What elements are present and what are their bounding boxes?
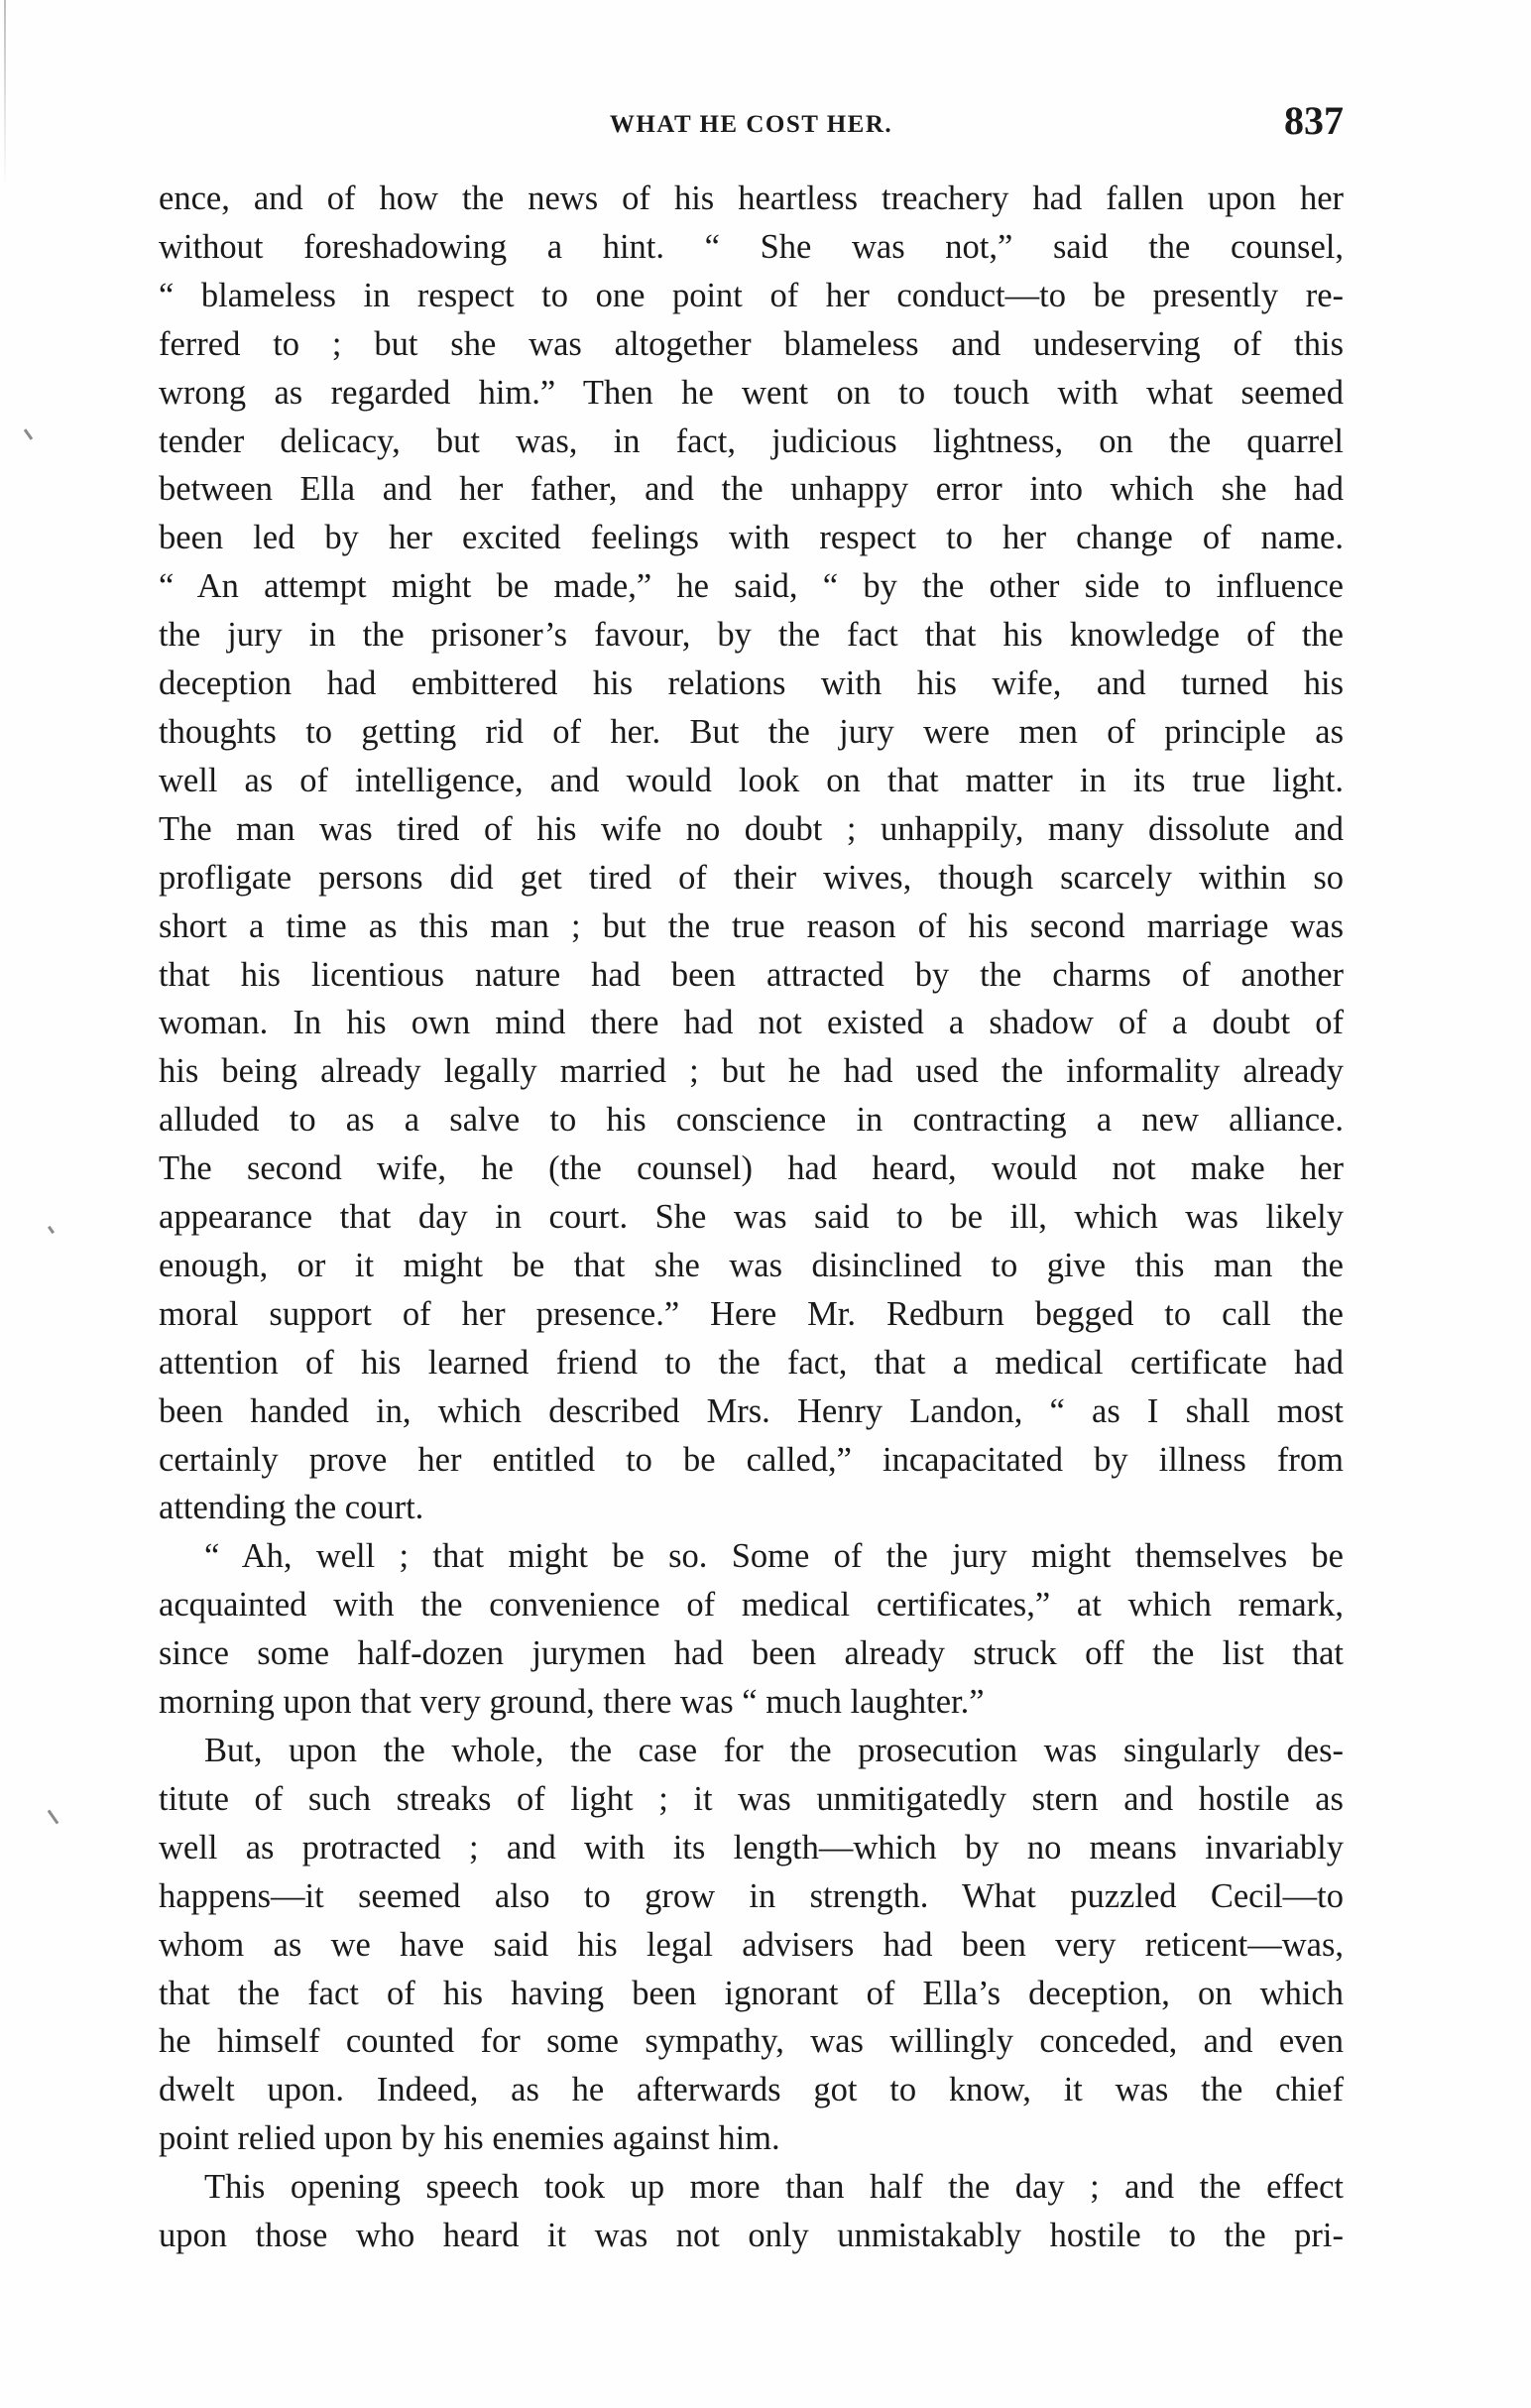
- text-line: well as protracted ; and with its length—which by no means invariably: [159, 1828, 1344, 1866]
- text-line: wrong as regarded him.” Then he went on to touch with what seemed: [159, 373, 1344, 412]
- text-line: he himself counted for some sympathy, was willingly conceded, and even: [159, 2022, 1344, 2061]
- text-line: dwelt upon. Indeed, as he afterwards got to know, it was the chief: [159, 2071, 1344, 2109]
- text-line: been led by her excited feelings with respect to her change of name.: [159, 519, 1344, 557]
- text-line: profligate persons did get tired of their wives, though scarcely within so: [159, 858, 1344, 897]
- text-line: happens—it seemed also to grow in strength. What puzzled Cecil—to: [159, 1876, 1344, 1915]
- text-line: been handed in, which described Mrs. Henry Landon, “ as I shall most: [159, 1391, 1344, 1430]
- text-line: attention of his learned friend to the fact, that a medical certificate had: [159, 1343, 1344, 1382]
- text-line: “ blameless in respect to one point of her conduct—to be presently re-: [159, 276, 1344, 314]
- text-line: thoughts to getting rid of her. But the jury were men of principle as: [159, 712, 1344, 751]
- paragraph-end-line: point relied upon by his enemies against him.: [159, 2119, 780, 2158]
- stray-ink-mark: [48, 1226, 55, 1234]
- text-line: whom as we have said his legal advisers had been very reticent—was,: [159, 1925, 1344, 1964]
- body-text: [159, 175, 1344, 2260]
- text-line: titute of such streaks of light ; it was unmitigatedly stern and hostile as: [159, 1779, 1344, 1818]
- text-line: tender delicacy, but was, in fact, judicious lightness, on the quarrel: [159, 421, 1344, 460]
- text-line: without foreshadowing a hint. “ She was not,” said the counsel,: [159, 227, 1344, 266]
- running-title: WHAT HE COST HER.: [609, 111, 893, 138]
- text-line: deception had embittered his relations with his wife, and turned his: [159, 664, 1344, 703]
- paragraph-end-line: attending the court.: [159, 1489, 424, 1527]
- text-line: ence, and of how the news of his heartless treachery had fallen upon her: [159, 180, 1344, 217]
- text-line: appearance that day in court. She was said to be ill, which was likely: [159, 1198, 1344, 1237]
- text-line: The second wife, he (the counsel) had heard, would not make her: [159, 1149, 1344, 1188]
- paragraph-start-line: This opening speech took up more than half the day ; and the effect: [204, 2168, 1344, 2207]
- text-line: short a time as this man ; but the true reason of his second marriage was: [159, 906, 1344, 945]
- text-line: well as of intelligence, and would look on that matter in its true light.: [159, 761, 1344, 799]
- paragraph-end-line: morning upon that very ground, there was “ much laughter.”: [159, 1683, 985, 1722]
- text-line: certainly prove her entitled to be called,” incapacitated by illness from: [159, 1440, 1344, 1479]
- paragraph-start-line: “ Ah, well ; that might be so. Some of the jury might themselves be: [204, 1537, 1344, 1576]
- page-header: [159, 97, 1344, 147]
- text-line: enough, or it might be that she was disinclined to give this man the: [159, 1246, 1344, 1284]
- stray-ink-mark: [24, 428, 33, 440]
- text-line: since some half-dozen jurymen had been already struck off the list that: [159, 1634, 1344, 1673]
- text-line: that the fact of his having been ignorant of Ella’s deception, on which: [159, 1974, 1344, 2012]
- page-number: 837: [1284, 98, 1344, 143]
- text-line: alluded to as a salve to his conscience in contracting a new alliance.: [159, 1101, 1344, 1140]
- text-line: between Ella and her father, and the unhappy error into which she had: [159, 470, 1344, 509]
- text-line: “ An attempt might be made,” he said, “ by the other side to influence: [159, 567, 1344, 606]
- text-line: moral support of her presence.” Here Mr. Redburn begged to call the: [159, 1294, 1344, 1333]
- scan-edge-mark: [4, 0, 6, 188]
- text-line: that his licentious nature had been attracted by the charms of another: [159, 955, 1344, 994]
- text-line: woman. In his own mind there had not existed a shadow of a doubt of: [159, 1004, 1344, 1042]
- stray-ink-mark: [48, 1810, 59, 1825]
- paragraph-start-line: But, upon the whole, the case for the prosecution was singularly des-: [204, 1732, 1344, 1769]
- text-line: ferred to ; but she was altogether blameless and undeserving of this: [159, 324, 1344, 363]
- text-line: acquainted with the convenience of medical certificates,” at which remark,: [159, 1586, 1344, 1625]
- text-line: upon those who heard it was not only unmistakably hostile to the pri-: [159, 2217, 1344, 2255]
- text-line: his being already legally married ; but he had used the informality already: [159, 1052, 1344, 1091]
- text-line: The man was tired of his wife no doubt ; unhappily, many dissolute and: [159, 809, 1344, 848]
- text-line: the jury in the prisoner’s favour, by the fact that his knowledge of the: [159, 616, 1344, 655]
